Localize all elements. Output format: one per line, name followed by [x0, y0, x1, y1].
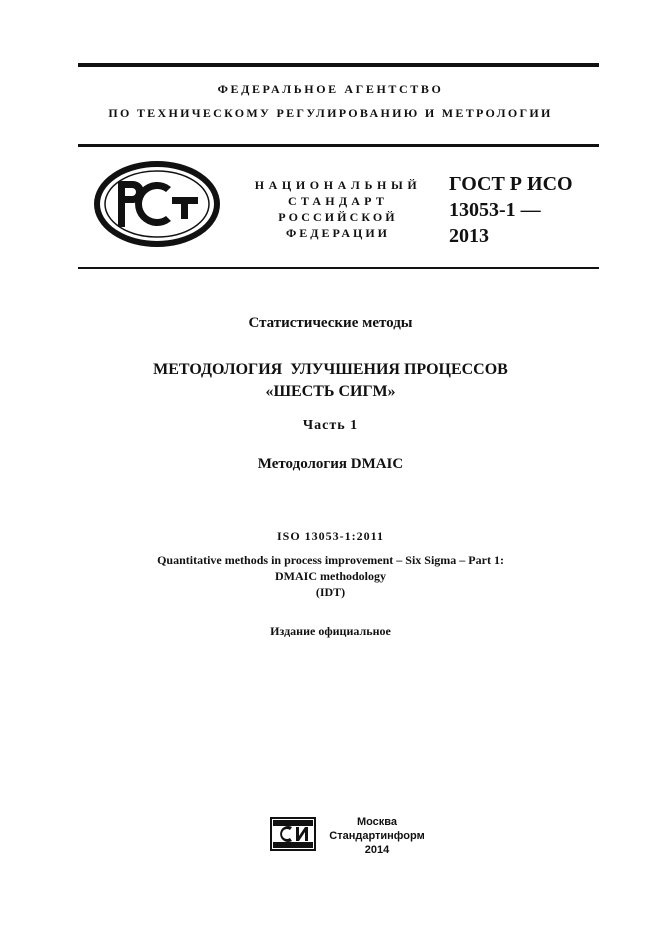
gost-designation — [449, 171, 609, 249]
header-rule — [78, 144, 599, 147]
top-rule — [78, 63, 599, 67]
main-title-line-2: «ШЕСТЬ СИГМ» — [265, 383, 396, 400]
main-title — [0, 359, 661, 403]
subtitle: Методология DMAIC — [257, 456, 404, 472]
agency-line-2: ПО ТЕХНИЧЕСКОМУ РЕГУЛИРОВАНИЮ И МЕТРОЛОГИИ — [108, 106, 553, 120]
designation-line-2: 13053-1 — — [449, 199, 541, 221]
equivalence-mark: (IDT) — [315, 585, 346, 599]
standard-line-3: РОССИЙСКОЙ — [278, 210, 398, 224]
english-title-line-2: DMAIC methodology — [275, 569, 386, 583]
agency-line-1: ФЕДЕРАЛЬНОЕ АГЕНТСТВО — [217, 82, 444, 96]
publisher-city: Москва — [356, 816, 398, 828]
title-rule — [78, 267, 599, 269]
standard-label — [238, 177, 438, 241]
series-title: Статистические методы — [248, 315, 413, 331]
designation-line-1: ГОСТ Р ИСО — [449, 173, 573, 195]
designation-line-3: 2013 — [449, 225, 489, 247]
publisher-year: 2014 — [364, 844, 390, 856]
edition-note: Издание официальное — [270, 624, 391, 638]
standard-line-4: ФЕДЕРАЦИИ — [285, 226, 391, 240]
standartinform-logo-icon — [270, 817, 316, 851]
main-title-line-1: МЕТОДОЛОГИЯ УЛУЧШЕНИЯ ПРОЦЕССОВ — [153, 361, 508, 378]
rst-logo-icon — [93, 161, 221, 247]
publisher-name: Стандартинформ — [329, 830, 425, 842]
standard-line-1: НАЦИОНАЛЬНЫЙ — [254, 178, 422, 192]
iso-reference: ISO 13053-1:2011 — [276, 529, 384, 543]
english-title-line-1: Quantitative methods in process improvement – Six Sigma – Part 1: — [157, 553, 504, 567]
publisher-info — [322, 815, 432, 857]
standard-line-2: СТАНДАРТ — [287, 194, 389, 208]
part-number: Часть 1 — [302, 418, 359, 433]
english-title — [0, 552, 661, 600]
